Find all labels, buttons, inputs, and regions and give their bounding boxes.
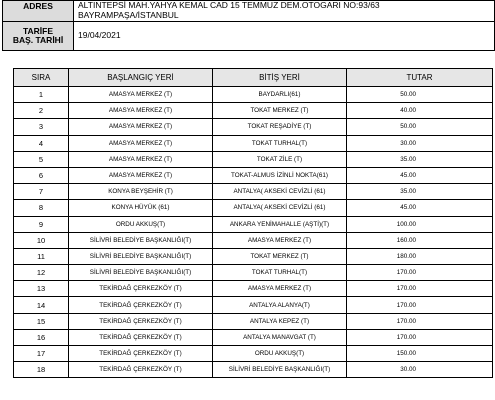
row-number: 4 [14, 135, 69, 151]
address-row [3, 1, 495, 22]
end-location: SİLİVRİ BELEDİYE BAŞKANLIĞI(T) [213, 362, 347, 378]
start-location: TEKİRDAĞ ÇERKEZKÖY (T) [69, 329, 213, 345]
end-location: TOKAT MERKEZ (T) [213, 248, 347, 264]
table-row [14, 184, 493, 200]
table-row [14, 346, 493, 362]
row-number: 9 [14, 216, 69, 232]
amount: 170.00 [347, 281, 493, 297]
start-location: AMASYA MERKEZ (T) [69, 167, 213, 183]
end-location: TOKAT MERKEZ (T) [213, 103, 347, 119]
tariff-date-value: 19/04/2021 [74, 22, 495, 51]
amount: 40.00 [347, 103, 493, 119]
row-number: 2 [14, 103, 69, 119]
start-location: AMASYA MERKEZ (T) [69, 151, 213, 167]
row-number: 10 [14, 232, 69, 248]
table-row [14, 329, 493, 345]
address-value [74, 1, 495, 22]
start-location: TEKİRDAĞ ÇERKEZKÖY (T) [69, 297, 213, 313]
address-line-1: ALTINTEPSİ MAH.YAHYA KEMAL CAD 15 TEMMUZ DEM.OTOGARI NO:93/63 [78, 0, 380, 10]
end-location: AMASYA MERKEZ (T) [213, 232, 347, 248]
col-header-amount: TUTAR [347, 69, 493, 87]
end-location: TOKAT TURHAL(T) [213, 135, 347, 151]
start-location: AMASYA MERKEZ (T) [69, 119, 213, 135]
start-location: AMASYA MERKEZ (T) [69, 87, 213, 103]
row-number: 6 [14, 167, 69, 183]
end-location: ANTALYA MANAVGAT (T) [213, 329, 347, 345]
amount: 45.00 [347, 200, 493, 216]
table-row [14, 103, 493, 119]
row-number: 3 [14, 119, 69, 135]
row-number: 15 [14, 313, 69, 329]
row-number: 5 [14, 151, 69, 167]
start-location: KONYA BEYŞEHİR (T) [69, 184, 213, 200]
end-location: BAYDARLI(61) [213, 87, 347, 103]
start-location: SİLİVRİ BELEDİYE BAŞKANLIĞI(T) [69, 232, 213, 248]
table-row [14, 151, 493, 167]
amount: 35.00 [347, 184, 493, 200]
amount: 170.00 [347, 265, 493, 281]
table-row [14, 216, 493, 232]
company-info-table [2, 0, 495, 51]
amount: 170.00 [347, 313, 493, 329]
table-row [14, 119, 493, 135]
table-row [14, 248, 493, 264]
end-location: ANTALYA( AKSEKİ CEVİZLİ (61) [213, 184, 347, 200]
end-location: ANTALYA KEPEZ (T) [213, 313, 347, 329]
start-location: TEKİRDAĞ ÇERKEZKÖY (T) [69, 281, 213, 297]
amount: 180.00 [347, 248, 493, 264]
tariff-body [14, 87, 493, 378]
table-row [14, 281, 493, 297]
table-row [14, 135, 493, 151]
table-row [14, 87, 493, 103]
address-line-2: BAYRAMPAŞA/İSTANBUL [78, 9, 179, 20]
row-number: 7 [14, 184, 69, 200]
amount: 100.00 [347, 216, 493, 232]
start-location: ORDU AKKUŞ(T) [69, 216, 213, 232]
start-location: TEKİRDAĞ ÇERKEZKÖY (T) [69, 346, 213, 362]
row-number: 16 [14, 329, 69, 345]
end-location: ANTALYA ALANYA(T) [213, 297, 347, 313]
end-location: ANTALYA( AKSEKİ CEVİZLİ (61) [213, 200, 347, 216]
col-header-from: BAŞLANGIÇ YERİ [69, 69, 213, 87]
tariff-table [13, 68, 493, 378]
table-row [14, 297, 493, 313]
amount: 35.00 [347, 151, 493, 167]
row-number: 18 [14, 362, 69, 378]
row-number: 1 [14, 87, 69, 103]
row-number: 8 [14, 200, 69, 216]
end-location: ANKARA YENİMAHALLE (AŞTİ)(T) [213, 216, 347, 232]
address-label: ADRES [3, 1, 74, 22]
row-number: 13 [14, 281, 69, 297]
table-row [14, 313, 493, 329]
col-header-no: SIRA [14, 69, 69, 87]
amount: 45.00 [347, 167, 493, 183]
end-location: AMASYA MERKEZ (T) [213, 281, 347, 297]
end-location: ORDU AKKUŞ(T) [213, 346, 347, 362]
amount: 50.00 [347, 87, 493, 103]
tariff-date-row [3, 22, 495, 51]
row-number: 12 [14, 265, 69, 281]
amount: 150.00 [347, 346, 493, 362]
start-location: SİLİVRİ BELEDİYE BAŞKANLIĞI(T) [69, 248, 213, 264]
table-row [14, 200, 493, 216]
end-location: TOKAT ZİLE (T) [213, 151, 347, 167]
start-location: SİLİVRİ BELEDİYE BAŞKANLIĞI(T) [69, 265, 213, 281]
amount: 30.00 [347, 362, 493, 378]
start-location: TEKİRDAĞ ÇERKEZKÖY (T) [69, 313, 213, 329]
table-row [14, 232, 493, 248]
end-location: TOKAT TURHAL(T) [213, 265, 347, 281]
start-location: KONYA HÜYÜK (61) [69, 200, 213, 216]
start-location: TEKİRDAĞ ÇERKEZKÖY (T) [69, 362, 213, 378]
table-row [14, 362, 493, 378]
start-location: AMASYA MERKEZ (T) [69, 135, 213, 151]
row-number: 11 [14, 248, 69, 264]
row-number: 17 [14, 346, 69, 362]
col-header-to: BİTİŞ YERİ [213, 69, 347, 87]
amount: 170.00 [347, 329, 493, 345]
end-location: TOKAT-ALMUS İZİNLİ NOKTA(61) [213, 167, 347, 183]
start-location: AMASYA MERKEZ (T) [69, 103, 213, 119]
row-number: 14 [14, 297, 69, 313]
end-location: TOKAT REŞADİYE (T) [213, 119, 347, 135]
table-row [14, 265, 493, 281]
table-row [14, 167, 493, 183]
amount: 160.00 [347, 232, 493, 248]
amount: 50.00 [347, 119, 493, 135]
tariff-header-row [14, 69, 493, 87]
amount: 170.00 [347, 297, 493, 313]
tariff-date-label: TARİFE BAŞ. TARİHİ [3, 22, 74, 51]
amount: 30.00 [347, 135, 493, 151]
